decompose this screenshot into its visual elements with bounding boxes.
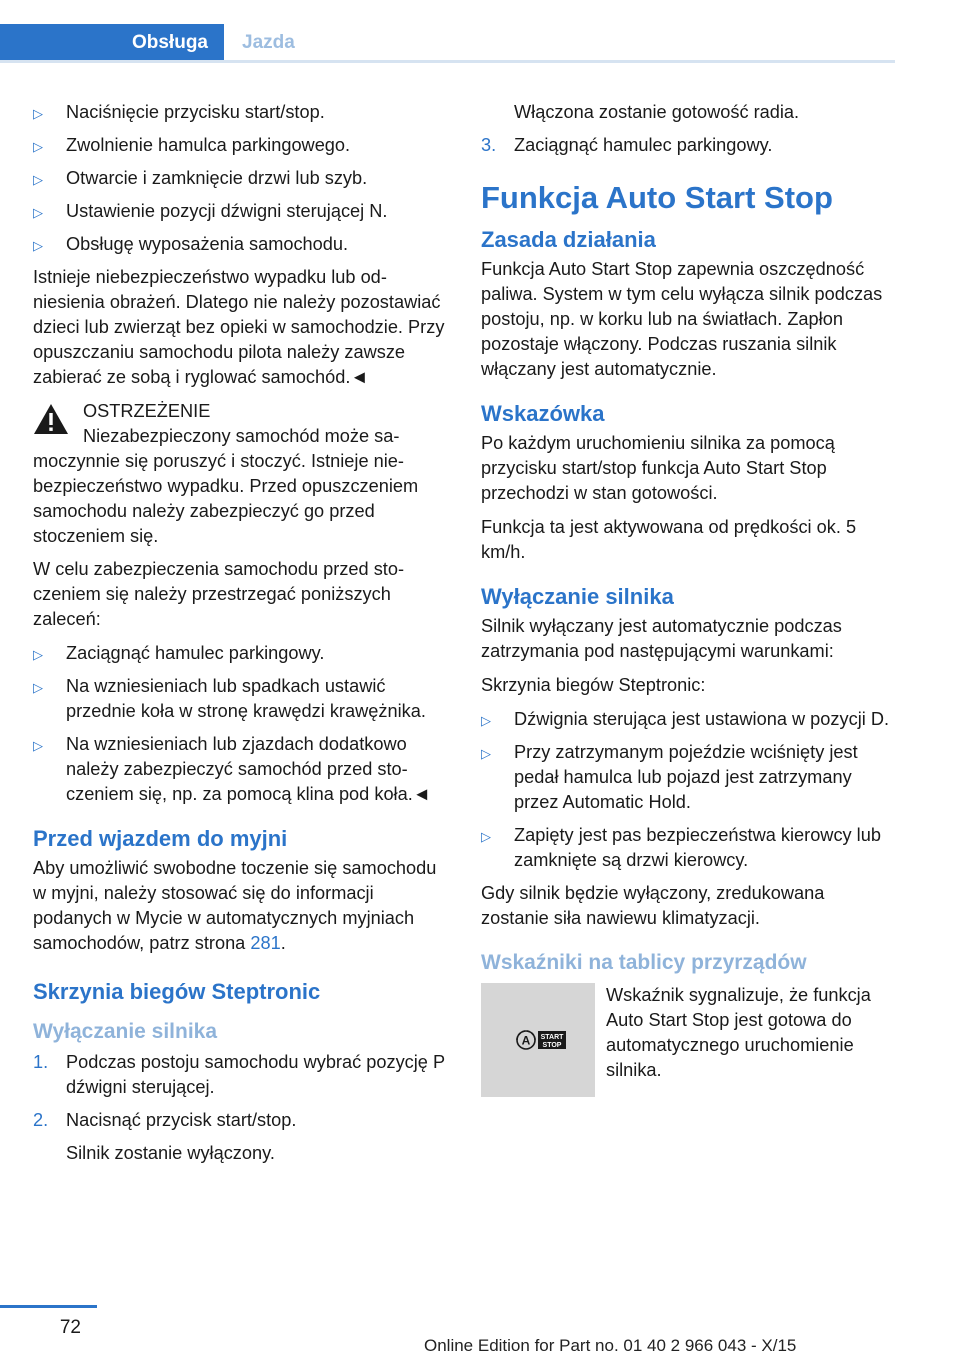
left-column — [33, 100, 447, 1174]
triangle-bullet-icon: ▷ — [481, 746, 491, 761]
triangle-bullet-icon: ▷ — [33, 738, 43, 753]
triangle-bullet-icon: ▷ — [33, 139, 43, 154]
triangle-bullet-icon: ▷ — [33, 106, 43, 121]
warning-title: OSTRZEŻENIE — [83, 401, 211, 421]
edition-note: Online Edition for Part no. 01 40 2 966 043 - X/15 — [424, 1336, 797, 1355]
triangle-bullet-icon: ▷ — [33, 680, 43, 695]
warning-text: Niezabezpieczony samochód może samoczynnie się poruszyć i stoczyć. Istnieje niebezpieczeństwo wypadku. Przed opuszczeniem samochodu należy zabezpieczyć go przed stoczeniem się. — [33, 426, 419, 546]
ac-paragraph: Gdy silnik będzie wyłączony, zredukowana zostanie siła nawiewu klimatyzacji. — [481, 883, 825, 928]
heading-engine-off-left: Wyłączanie silnika — [33, 1020, 218, 1043]
list-item: ▷ Na wzniesieniach lub zjazdach dodatkowo należy zabezpieczyć samochód przed stoczeniem się, np. za pomocą klina pod koła.◄ — [33, 734, 431, 804]
indicator-description: Wskaźnik sygnalizuje, że funkcja Auto Start Stop jest gotowa do automatycznego uruchomienie silnika. — [606, 985, 871, 1080]
tab-jazda[interactable] — [224, 24, 295, 62]
step-item: 3. Zaciągnąć hamulec parkingowy. — [481, 133, 895, 158]
step-item: 1. Podczas postoju samochodu wybrać pozycję P dźwigni sterującej. — [33, 1052, 445, 1097]
page-number: 72 — [59, 1317, 81, 1338]
risk-paragraph: Istnieje niebezpieczeństwo wypadku lub odniesienia obrażeń. Dlatego nie należy pozostawiać dzieci lub zwierząt bez opieki w samochodzie. Przy opuszczaniu samochodu pilota należy zawsze zabierać ze sobą i ryglować samochód.◄ — [33, 267, 445, 387]
tab-jazda-label: Jazda — [242, 32, 295, 53]
list-item: ▷ Otwarcie i zamknięcie drzwi lub szyb. — [33, 166, 447, 191]
heading-engine-off-right: Wyłączanie silnika — [481, 584, 674, 609]
triangle-bullet-icon: ▷ — [481, 713, 491, 728]
hint-paragraph-2: Funkcja ta jest aktywowana od prędkości ok. 5 km/h. — [481, 517, 857, 562]
bullet-list-top — [33, 100, 447, 257]
indicator-word-stop: STOP — [542, 1042, 562, 1049]
heading-principle: Zasada działania — [481, 227, 656, 252]
triangle-bullet-icon: ▷ — [33, 647, 43, 662]
steptronic-paragraph: Skrzynia biegów Steptronic: — [481, 675, 706, 695]
tab-obsluga[interactable] — [0, 24, 224, 62]
hint-paragraph-1: Po każdym uruchomieniu silnika za pomocą przycisku start/stop funkcja Auto Start Stop przechodzi w stan gotowości. — [481, 433, 835, 503]
triangle-bullet-icon: ▷ — [33, 238, 43, 253]
indicator-letter: A — [521, 1033, 531, 1048]
auto-start-stop-icon — [481, 983, 595, 1097]
list-item: ▷ Zapięty jest pas bezpieczeństwa kierowcy lub zamknięte są drzwi kierowcy. — [481, 825, 881, 870]
header-rule — [0, 60, 895, 63]
principle-paragraph: Funkcja Auto Start Stop zapewnia oszczędność paliwa. System w tym celu wyłącza silnik podczas postoju, np. w korku lub na światłach. Zapłon pozostaje włączony. Podczas ruszania silnik włączany jest automatycznie. — [481, 259, 883, 379]
step-number: 3. — [481, 135, 497, 155]
list-item: ▷ Przy zatrzymanym pojeździe wciśnięty jest pedał hamulca lub pojazd jest zatrzymany przez Automatic Hold. — [481, 742, 858, 812]
right-column — [481, 100, 895, 1101]
list-item: ▷ Dźwignia sterująca jest ustawiona w pozycji D. — [481, 707, 895, 732]
warning-triangle-icon — [33, 403, 69, 435]
indicator-row — [481, 983, 895, 1101]
triangle-bullet-icon: ▷ — [33, 205, 43, 220]
heading-auto-start-stop: Funkcja Auto Start Stop — [481, 180, 833, 215]
warning-block — [33, 399, 447, 549]
bullet-list-conditions — [481, 707, 895, 873]
step-number: 1. — [33, 1052, 49, 1072]
triangle-bullet-icon: ▷ — [33, 172, 43, 187]
steps-list — [33, 1050, 447, 1166]
heading-hint: Wskazówka — [481, 401, 605, 426]
secure-paragraph: W celu zabezpieczenia samochodu przed stoczeniem się należy przestrzegać poniższych zaleceń: — [33, 559, 405, 629]
list-item: ▷ Zwolnienie hamulca parkingowego. — [33, 133, 447, 158]
page-link-281[interactable]: 281 — [250, 933, 281, 953]
list-item: ▷ Ustawienie pozycji dźwigni sterującej N. — [33, 199, 447, 224]
bullet-list-secure — [33, 641, 447, 807]
heading-steptronic: Skrzynia biegów Steptronic — [33, 979, 321, 1004]
list-item: ▷ Zaciągnąć hamulec parkingowy. — [33, 641, 447, 666]
list-item: ▷ Obsługę wyposażenia samochodu. — [33, 232, 447, 257]
indicator-word-start: START — [540, 1034, 564, 1041]
heading-carwash: Przed wjazdem do myjni — [33, 826, 288, 851]
tab-obsluga-label: Obsługa — [131, 32, 208, 53]
triangle-bullet-icon: ▷ — [481, 829, 491, 844]
list-item: ▷ Naciśnięcie przycisku start/stop. — [33, 100, 447, 125]
list-item: ▷ Na wzniesieniach lub spadkach ustawić przednie koła w stronę krawędzi krawężnika. — [33, 676, 426, 721]
step-number: 2. — [33, 1110, 49, 1130]
step-subtext: Silnik zostanie wyłączony. — [66, 1143, 275, 1163]
carwash-paragraph: Aby umożliwić swobodne toczenie się samochodu w myjni, należy stosować się do informacji podanych w Mycie w automatycznych myjniach samochodów, patrz strona 281. — [33, 858, 437, 953]
engine-off-paragraph: Silnik wyłączany jest automatycznie podczas zatrzymania pod następującymi warunkami: — [481, 616, 842, 661]
step-item: 2. Nacisnąć przycisk start/stop. Silnik zostanie wyłączony. — [33, 1108, 447, 1166]
heading-indicators: Wskaźniki na tablicy przyrządów — [481, 951, 807, 974]
footer-rule — [0, 1305, 97, 1308]
step-continuation: Włączona zostanie gotowość radia. — [514, 102, 800, 122]
auto-start-stop-indicator-image — [481, 983, 595, 1097]
